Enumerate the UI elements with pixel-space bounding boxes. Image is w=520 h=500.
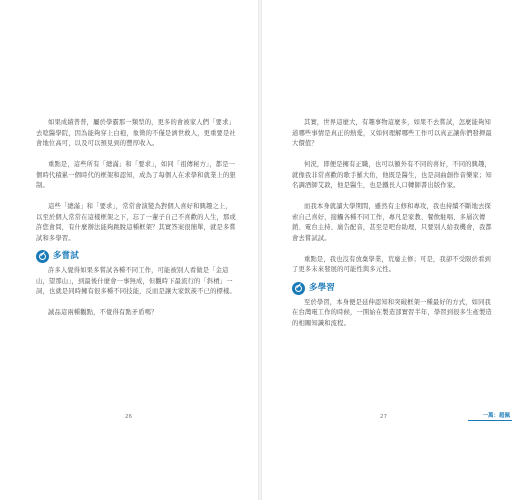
left-page [0,0,258,500]
target-icon [292,282,305,295]
chapter-footer-tag: 一萬：超佩 [468,411,512,421]
paragraph-spacer [36,298,236,309]
section-heading-learn [292,282,497,295]
page-number: 26 [125,414,132,420]
page-number: 27 [380,414,387,420]
paragraph-spacer [36,150,236,161]
right-body-text [292,118,497,329]
paragraph-spacer [292,150,497,161]
section-heading-try [36,250,236,263]
paragraph-spacer [36,192,236,203]
paragraph: 如果成績普普，屬於學霸那一類型的，更多的會被家人們「要求」去唸醫學院，因為能夠穿上白袍，象徵的不僅是濟世救人，更重要是社會地位高可，以及可以預見到的豐厚收入。 [36,119,236,147]
paragraph: 何況，即便是擁有正職，也可以額外有不同的喜好，不同的興趣，就像我非常喜歡的歌手羅大佑，他既是醫生，也是詞曲創作音樂家；知名調酒師艾敦，他是醫生，也是鐵長人口轉師書出版作家。 [292,161,492,189]
right-page [262,0,520,500]
paragraph: 許多人覺得如果多嘗試各種不同工作，可能被別人看做是「金這山，望那山」，到最後什麼會一事無成，但觀時下最流行的「斜槓」一詞，也就是同時擁有很多種不同技能，反而是讓大家欽羨不已的標樣。 [36,267,236,295]
section-heading-label: 多嘗試 [53,251,79,262]
left-body-text [36,118,236,319]
paragraph: 而我本身就讀大學期間，雖然有主修和專攻，我也持續不斷地去探索自己喜好，接觸各種不同工作，專凡是家教、餐飲駐唱、多層次傳銷、電台主持、廣告配音，甚至是吧台助理，只要別人給我機會，我都會去嘗試試。 [292,203,492,242]
target-icon [36,250,49,263]
paragraph: 重點是，這些所有「總滿」和「要求」，如同「祖傳秘方」，都是一個時代積累一個時代的框架和認知，成為了每個人在求學和就業上的狠制。 [36,161,236,189]
section-heading-label: 多學習 [309,282,335,293]
paragraph: 這些「總滿」和「要求」，常常會演變為對個人喜好和興趣之上，以至於個人常常在這樣框架之下，忘了一輩子自己不喜歡的人生，那或許您會問，有什麼辦法能夠跳脫這種框架？其實答案很簡單，就是多嘗試和多學習。 [36,203,236,242]
paragraph-spacer [292,244,497,255]
paragraph: 重點是，我也沒有放棄學業，荒廢主修；可是，我卻不受限於看到了更多未來發展的可能性與多元性。 [292,255,491,273]
paragraph: 誠品這兩種觀點，不覺得有點矛盾嗎？ [48,309,158,316]
paragraph: 其實，世界這麼大，有趣事物這麼多，如果不去嘗試，怎麼能夠知道哪些事情是真正的熱愛，又如何理解哪些工作可以真正讓你們發揮最大價值？ [292,119,492,147]
paragraph-spacer [292,192,497,203]
paragraph: 至於學習，本身便是延伸認知和突破框架一種最好的方式，如同我在台灣電工作的時候，一開始在製造部實習半年，學習到很多生產製造的相關知識和流程。 [292,298,492,327]
